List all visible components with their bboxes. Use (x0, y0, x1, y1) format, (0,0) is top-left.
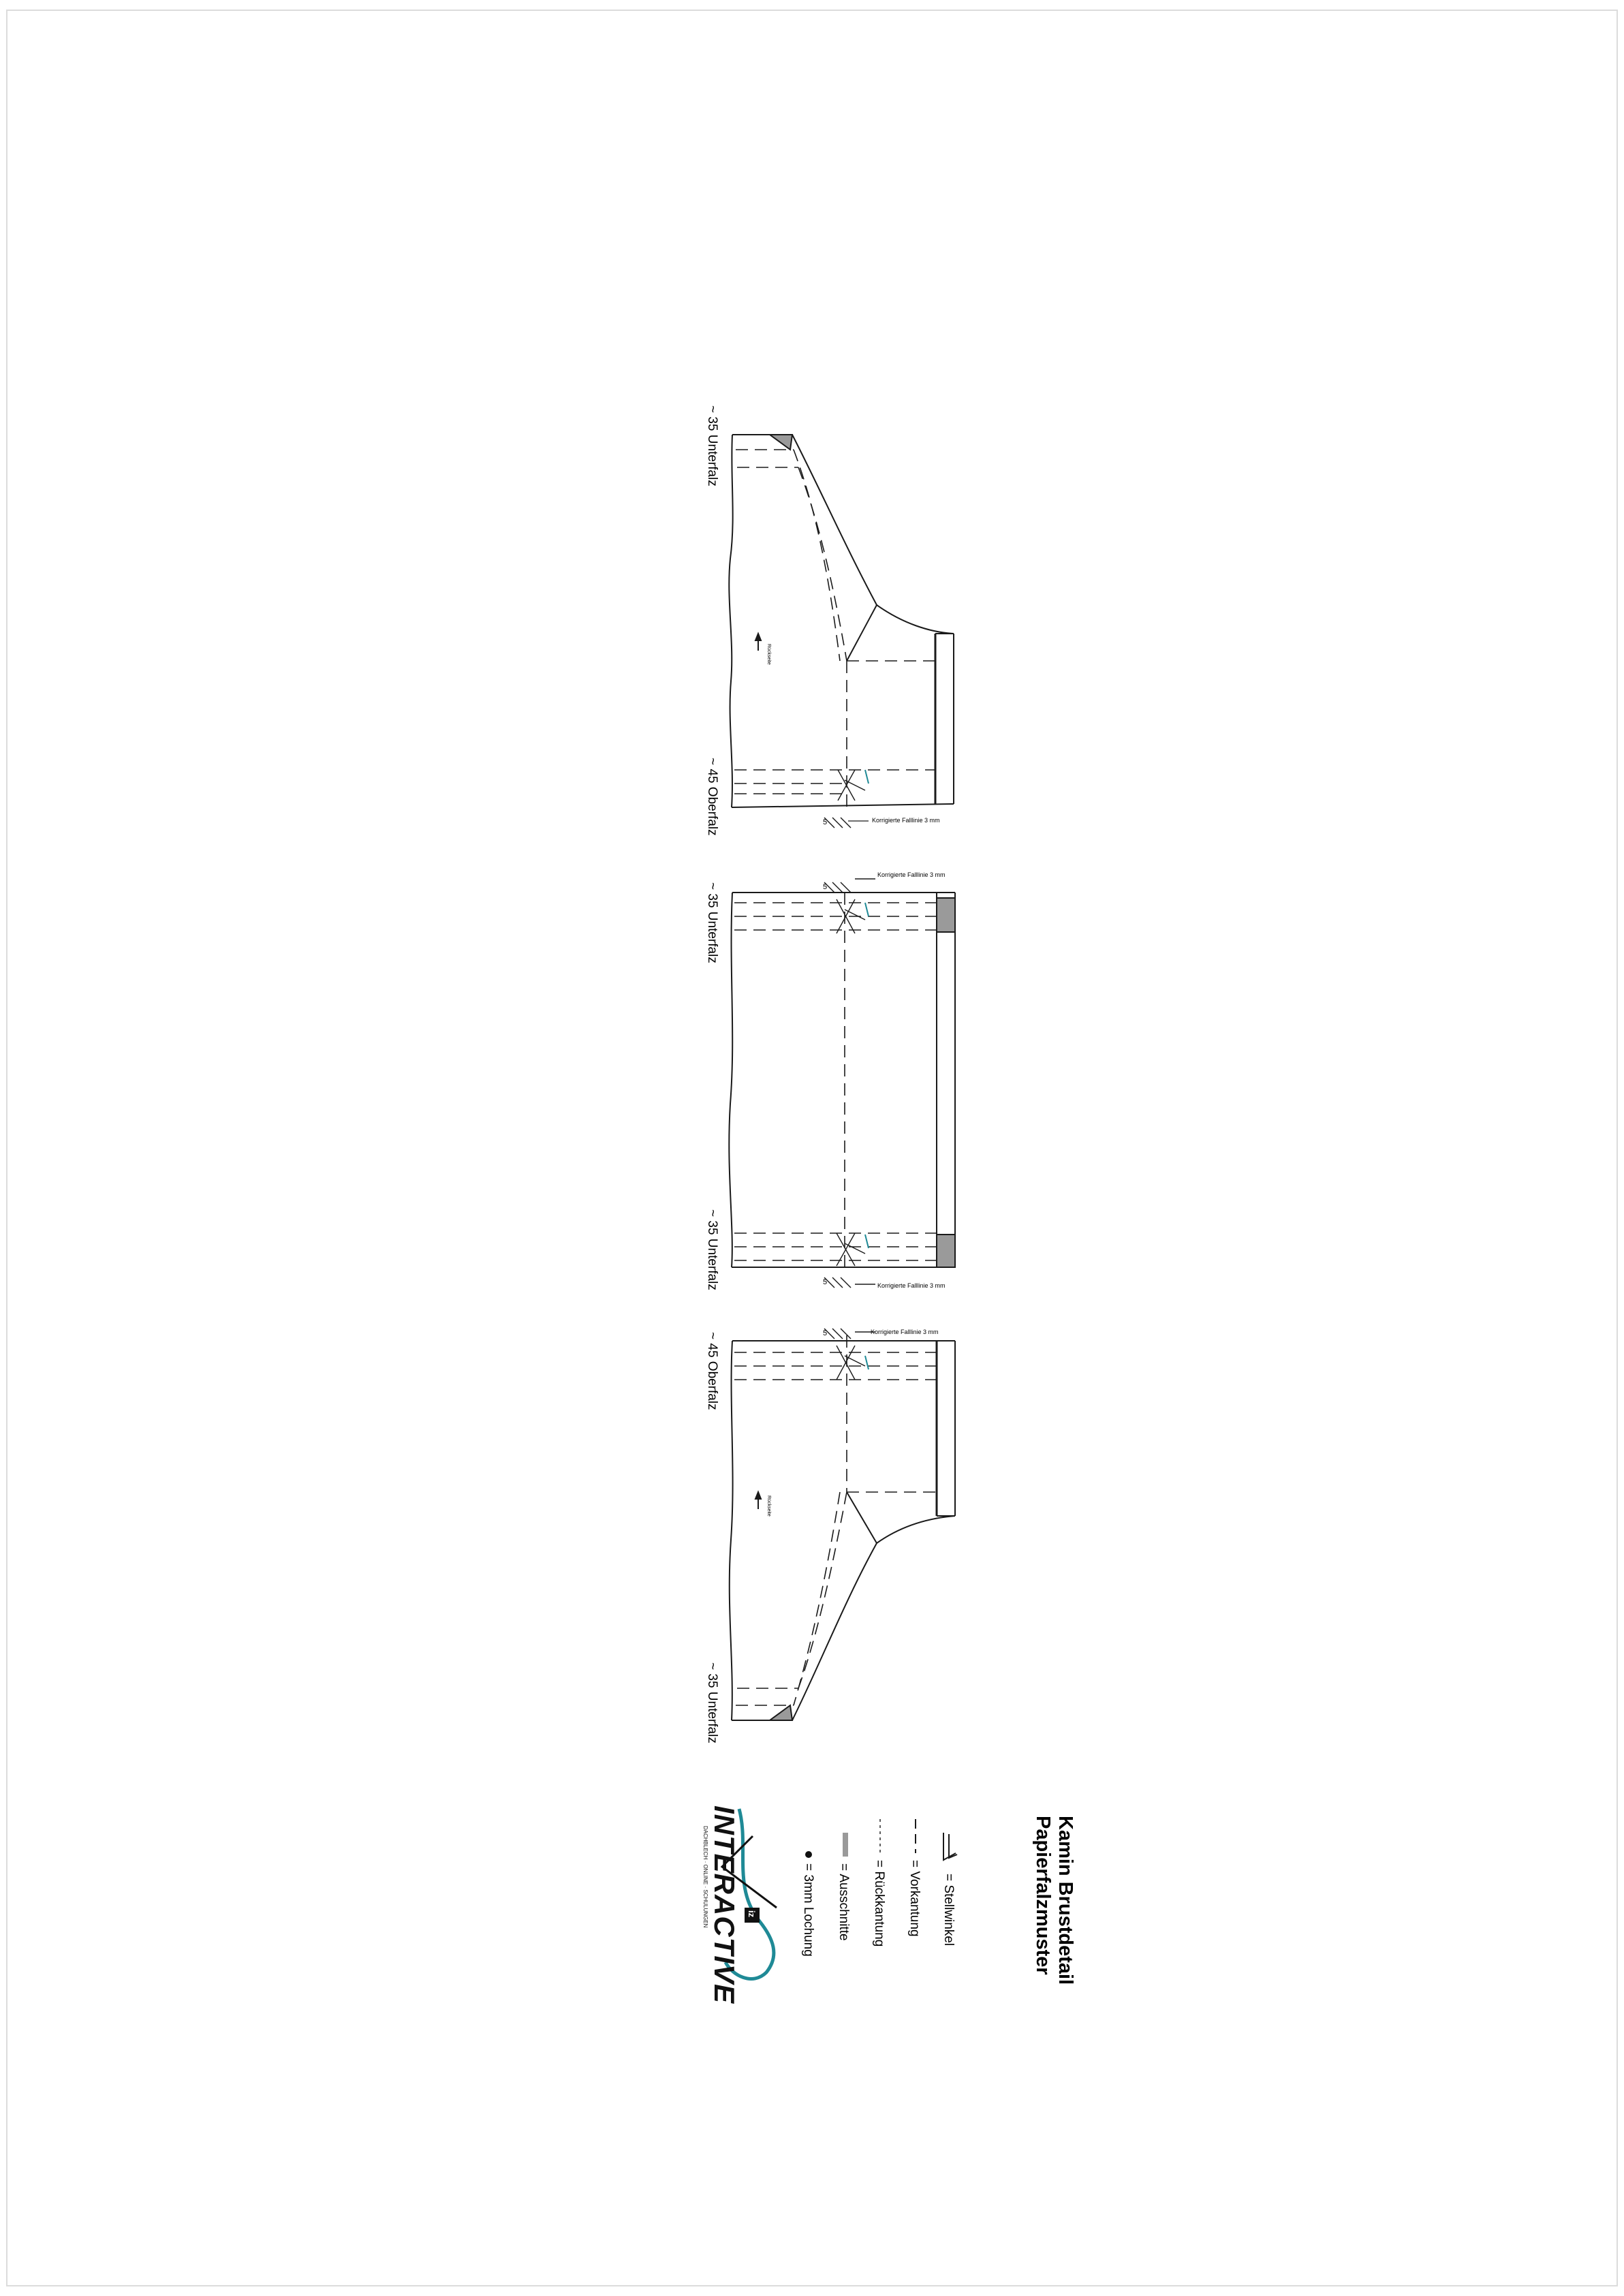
ausschnitt-fill (937, 898, 955, 932)
pattern-panel-top (729, 435, 954, 828)
bottom-edge (732, 804, 954, 807)
dim-note: 5 (823, 883, 828, 891)
legend-label-lochung: = 3mm Lochung (801, 1863, 815, 1957)
pattern-panel-bottom (730, 1329, 955, 1720)
dim-note: 5 (823, 1329, 828, 1337)
legend (801, 1819, 957, 1957)
notch-note: Korrigierte Falllinie 3 mm (877, 871, 946, 878)
fold-label-left-bottom: ~ 45 Oberfalz (705, 758, 719, 836)
fold-labels (705, 405, 719, 1743)
flange-curve (877, 605, 954, 634)
dim-note: 5 (823, 1278, 828, 1286)
hem-edge (729, 435, 732, 807)
hem-edge (729, 893, 732, 1267)
stellwinkel-symbol (943, 1833, 957, 1860)
annotations (766, 644, 946, 1517)
stellwinkel-fill (770, 435, 792, 450)
legend-label-ausschnitte: = Ausschnitte (837, 1863, 851, 1941)
fold-label-right-top: ~ 45 Oberfalz (705, 1332, 719, 1410)
logo-badge-text: iz (747, 1910, 757, 1918)
stellwinkel-fill (770, 1705, 792, 1720)
lochung-symbol (805, 1851, 812, 1858)
pattern-panel-center (729, 879, 955, 1288)
interactive-logo (702, 1805, 777, 2004)
title-line-1: Kamin Brustdetail (1055, 1816, 1076, 1985)
dim-note: 5 (823, 818, 828, 826)
legend-label-vorkantung: = Vorkantung (907, 1860, 922, 1937)
logo-tagline: DACHBLECH · ONLINE · SCHULUNGEN (702, 1826, 708, 1928)
legend-label-rueckkantung: = Rückkantung (872, 1860, 886, 1947)
notch-note: Korrigierte Falllinie 3 mm (871, 1329, 939, 1335)
direction-note: Rückseite (766, 1495, 771, 1517)
legend-label-stellwinkel: = Stellwinkel (941, 1874, 956, 1946)
slope-curve (792, 435, 877, 605)
ausschnitte-symbol (843, 1833, 848, 1857)
hem-edge (730, 1341, 733, 1720)
fold-label-right-bottom: ~ 35 Unterfalz (705, 1662, 719, 1743)
fold-label-center-bottom: ~ 35 Unterfalz (705, 1209, 719, 1290)
notch-note: Korrigierte Falllinie 3 mm (872, 817, 940, 824)
logo-wordmark: INTERACTIVE (708, 1805, 740, 2004)
title-line-2: Papierfalzmuster (1032, 1816, 1054, 1975)
title-block (1032, 1816, 1076, 1985)
ausschnitt-fill (937, 1235, 955, 1267)
fold-label-left-top: ~ 35 Unterfalz (705, 405, 719, 486)
fold-label-center-top: ~ 35 Unterfalz (705, 882, 719, 963)
direction-note: Rückseite (766, 644, 771, 665)
notch-note: Korrigierte Falllinie 3 mm (877, 1282, 946, 1289)
